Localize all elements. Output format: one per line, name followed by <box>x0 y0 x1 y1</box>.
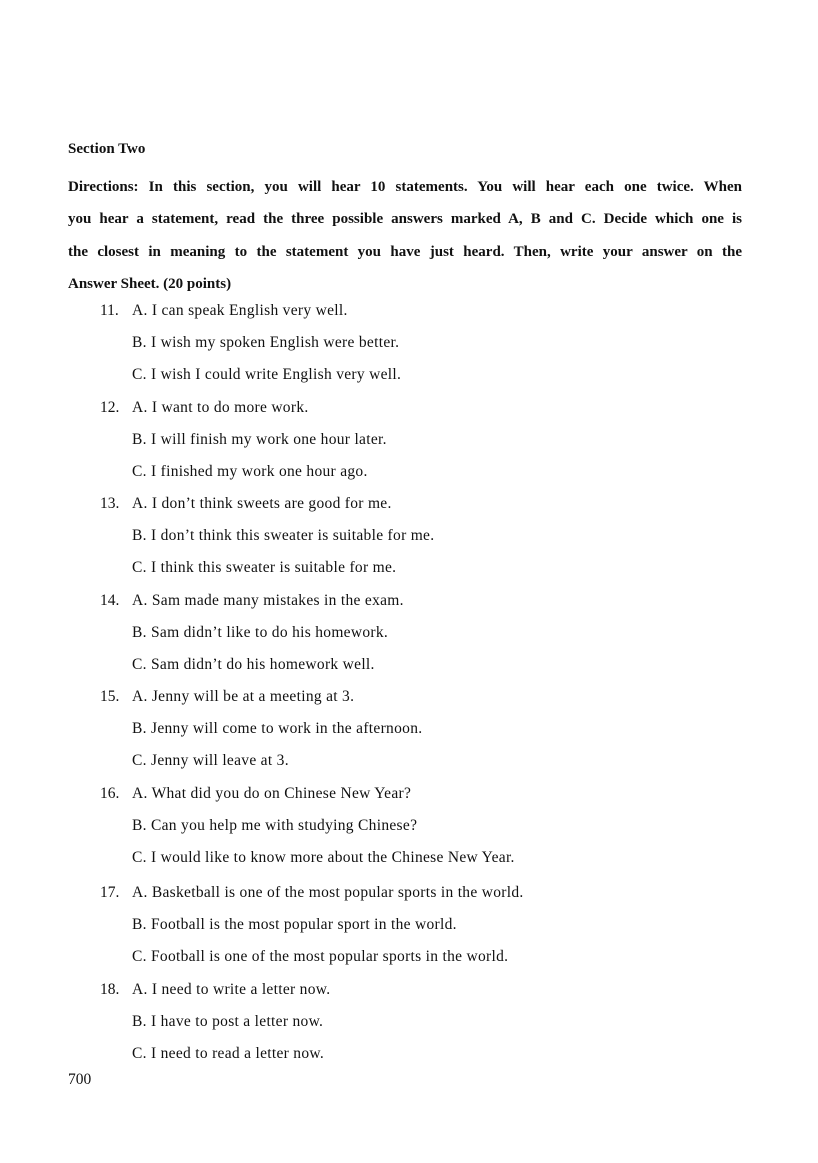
answer-option <box>100 552 700 584</box>
option-a: A. I don’t think sweets are good for me. <box>132 495 392 512</box>
option-a: A. I want to do more work. <box>132 399 309 416</box>
option-b: B. Sam didn’t like to do his homework. <box>132 624 389 642</box>
answer-option <box>100 520 700 552</box>
question-14 <box>100 585 700 682</box>
question-15 <box>100 681 700 778</box>
answer-option <box>100 1038 700 1070</box>
section-title: Section Two <box>68 141 146 157</box>
option-a: A. Jenny will be at a meeting at 3. <box>132 688 355 705</box>
answer-option <box>100 359 700 391</box>
option-b: B. I wish my spoken English were better. <box>132 334 400 352</box>
option-b: B. I have to post a letter now. <box>132 1013 324 1031</box>
question-number: 18. <box>100 981 120 998</box>
option-b: B. Jenny will come to work in the afternoon. <box>132 720 423 738</box>
answer-option <box>100 617 700 649</box>
answer-option <box>100 909 700 941</box>
option-c: C. I finished my work one hour ago. <box>132 463 368 481</box>
directions-paragraph <box>68 171 742 300</box>
answer-option <box>100 1006 700 1038</box>
directions-line: Answer Sheet. (20 points) <box>68 275 232 292</box>
answer-option <box>100 713 700 745</box>
directions-line: the closest in meaning to the statement you have just heard. Then, write your answer on the <box>68 243 742 260</box>
question-number: 13. <box>100 495 120 512</box>
answer-option <box>100 424 700 456</box>
directions-line: Directions: In this section, you will hear 10 statements. You will hear each one twice. When <box>68 179 742 195</box>
answer-option <box>100 681 700 713</box>
option-a: A. I can speak English very well. <box>132 302 348 319</box>
directions-line: you hear a statement, read the three possible answers marked A, B and C. Decide which one is <box>68 211 742 228</box>
option-a: A. Basketball is one of the most popular sports in the world. <box>132 884 524 901</box>
question-number: 14. <box>100 592 120 609</box>
option-a: A. Sam made many mistakes in the exam. <box>132 592 404 609</box>
question-18 <box>100 974 700 1071</box>
option-b: B. I will finish my work one hour later. <box>132 431 387 449</box>
answer-option <box>100 456 700 488</box>
option-c: C. I wish I could write English very well. <box>132 366 402 384</box>
question-number: 11. <box>100 302 119 319</box>
answer-option <box>100 877 700 909</box>
option-a: A. I need to write a letter now. <box>132 981 331 998</box>
option-c: C. I would like to know more about the Chinese New Year. <box>132 849 515 867</box>
answer-option <box>100 488 700 520</box>
answer-option <box>100 941 700 973</box>
answer-option <box>100 392 700 424</box>
option-c: C. Football is one of the most popular sports in the world. <box>132 948 509 966</box>
question-16 <box>100 778 700 875</box>
question-13 <box>100 488 700 585</box>
option-b: B. Football is the most popular sport in the world. <box>132 916 457 934</box>
question-number: 15. <box>100 688 120 705</box>
question-number: 12. <box>100 399 120 416</box>
answer-option <box>100 842 700 874</box>
page-number: 700 <box>68 1071 92 1088</box>
question-12 <box>100 392 700 489</box>
option-b: B. I don’t think this sweater is suitable for me. <box>132 527 435 545</box>
answer-option <box>100 649 700 681</box>
answer-option <box>100 585 700 617</box>
question-number: 17. <box>100 884 120 901</box>
question-17 <box>100 877 700 974</box>
option-c: C. I need to read a letter now. <box>132 1045 325 1063</box>
answer-option <box>100 327 700 359</box>
option-c: C. I think this sweater is suitable for me. <box>132 559 397 577</box>
question-number: 16. <box>100 785 120 802</box>
option-b: B. Can you help me with studying Chinese? <box>132 817 418 835</box>
option-c: C. Jenny will leave at 3. <box>132 752 289 770</box>
answer-option <box>100 810 700 842</box>
option-a: A. What did you do on Chinese New Year? <box>132 785 412 802</box>
answer-option <box>100 295 700 327</box>
option-c: C. Sam didn’t do his homework well. <box>132 656 375 674</box>
answer-option <box>100 778 700 810</box>
answer-option <box>100 974 700 1006</box>
answer-option <box>100 745 700 777</box>
question-11 <box>100 295 700 392</box>
